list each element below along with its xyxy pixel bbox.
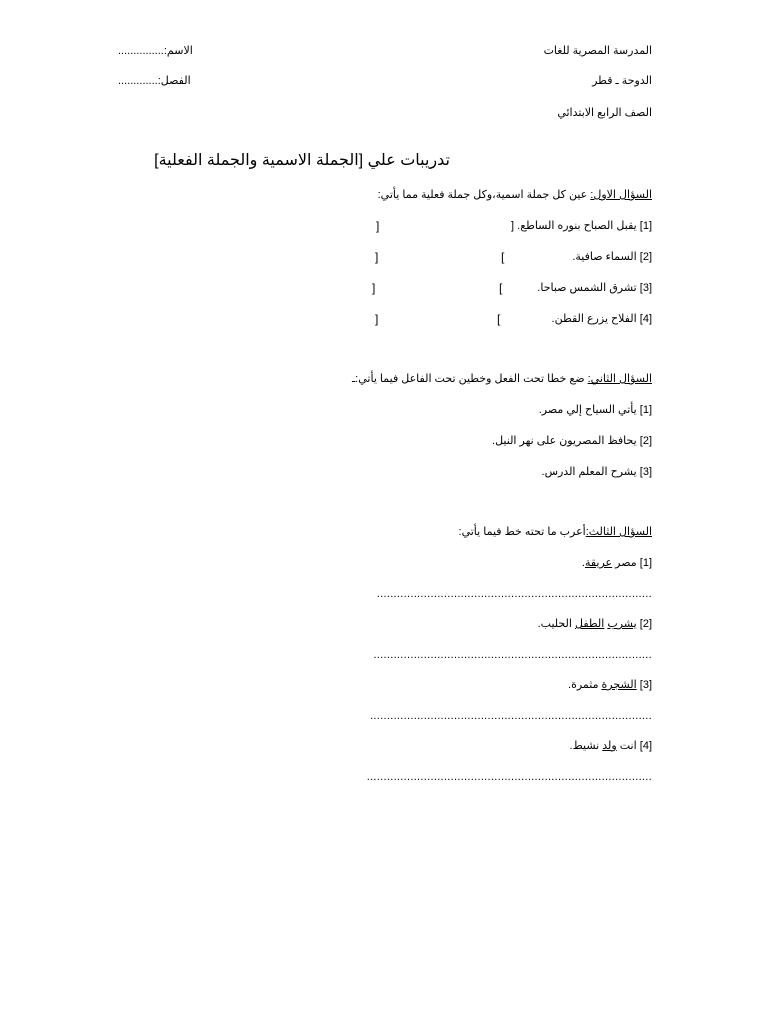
name-field[interactable] xyxy=(118,44,193,58)
q3-item-3-end: مثمرة. xyxy=(568,679,602,691)
q3-item-4 xyxy=(570,739,652,753)
q3-item-2-number: [2] xyxy=(636,618,652,630)
q3-item-2 xyxy=(538,617,652,631)
class-label: الفصل: xyxy=(157,75,191,87)
q2-prompt: ضع خطا تحت الفعل وخطين تحت الفاعل فيما يأتي:ـ xyxy=(351,373,588,385)
q3-item-1-underlined: عريقة xyxy=(584,557,613,569)
q3-item-2-underlined-subject: الطفل xyxy=(574,618,605,630)
q1-item-1-close-bracket: ] xyxy=(376,219,380,233)
q1-item-3-close-bracket: ] xyxy=(372,281,376,295)
q3-answer-line-4[interactable]: ..................................................................................... xyxy=(366,771,652,783)
q3-heading xyxy=(459,525,652,539)
q3-item-4-text: انت xyxy=(616,740,637,752)
q1-item-2: [2] السماء صافية. xyxy=(572,251,652,263)
q3-item-3-number: [3] xyxy=(636,679,652,691)
school-name: المدرسة المصرية للغات xyxy=(543,45,652,57)
q2-heading xyxy=(352,372,652,386)
q3-item-4-underlined: ولد xyxy=(602,740,617,752)
q3-item-3 xyxy=(568,678,652,692)
q1-item-1: [1] يقبل الصباح بنوره الساطع. [ xyxy=(511,220,652,232)
q1-item-4-open-bracket: [ xyxy=(497,312,501,326)
q1-item-2-open-bracket: [ xyxy=(501,250,505,264)
q3-prompt: أعرب ما تحته خط فيما يأتي: xyxy=(458,526,586,538)
q3-answer-line-2[interactable]: ................................................................................... xyxy=(373,649,652,661)
q3-item-1 xyxy=(582,556,652,570)
q1-item-4: [4] الفلاح يزرع القطن. xyxy=(551,313,652,325)
q1-prompt: عين كل جملة اسمية،وكل جملة فعلية مما يأتي: xyxy=(377,189,591,201)
q2-item-3: [3] يشرح المعلم الدرس. xyxy=(541,466,652,478)
q3-item-1-text: مصر xyxy=(612,557,637,569)
q3-item-2-underlined-verb: يشرب xyxy=(607,618,637,630)
q3-item-2-end: الحليب. xyxy=(537,618,575,630)
q3-label: السؤال الثالث: xyxy=(585,526,652,538)
q1-item-2-close-bracket: ] xyxy=(375,250,379,264)
school-city: الدوحة ـ قطر xyxy=(592,75,652,87)
q2-item-2: [2] يحافظ المصريون على نهر النيل. xyxy=(492,435,652,447)
q1-label: السؤال الاول: xyxy=(590,189,652,201)
q1-heading xyxy=(378,188,652,202)
class-field[interactable] xyxy=(118,74,191,88)
q3-item-4-end: نشيط. xyxy=(569,740,603,752)
q1-item-3: [3] تشرق الشمس صباحا. xyxy=(537,282,652,294)
q3-item-3-underlined: الشجرة xyxy=(601,679,637,691)
class-dots: ............. xyxy=(118,75,158,87)
q2-item-1: [1] يأتي السياح إلي مصر. xyxy=(538,404,652,416)
grade-level: الصف الرابع الابتدائي xyxy=(557,107,652,119)
q1-item-4-close-bracket: ] xyxy=(375,312,379,326)
q3-item-1-end: . xyxy=(581,557,585,569)
name-label: الاسم: xyxy=(163,45,193,57)
q1-item-3-open-bracket: [ xyxy=(499,281,503,295)
q3-answer-line-3[interactable]: .................................................................................... xyxy=(370,710,652,722)
q3-answer-line-1[interactable]: .................................................................................. xyxy=(376,588,652,600)
q3-item-4-number: [4] xyxy=(636,740,652,752)
q3-item-1-number: [1] xyxy=(636,557,652,569)
page-title: تدريبات علي [الجملة الاسمية والجملة الفعلية] xyxy=(154,152,450,169)
name-dots: ............... xyxy=(118,45,164,57)
q2-label: السؤال الثاني: xyxy=(587,373,652,385)
